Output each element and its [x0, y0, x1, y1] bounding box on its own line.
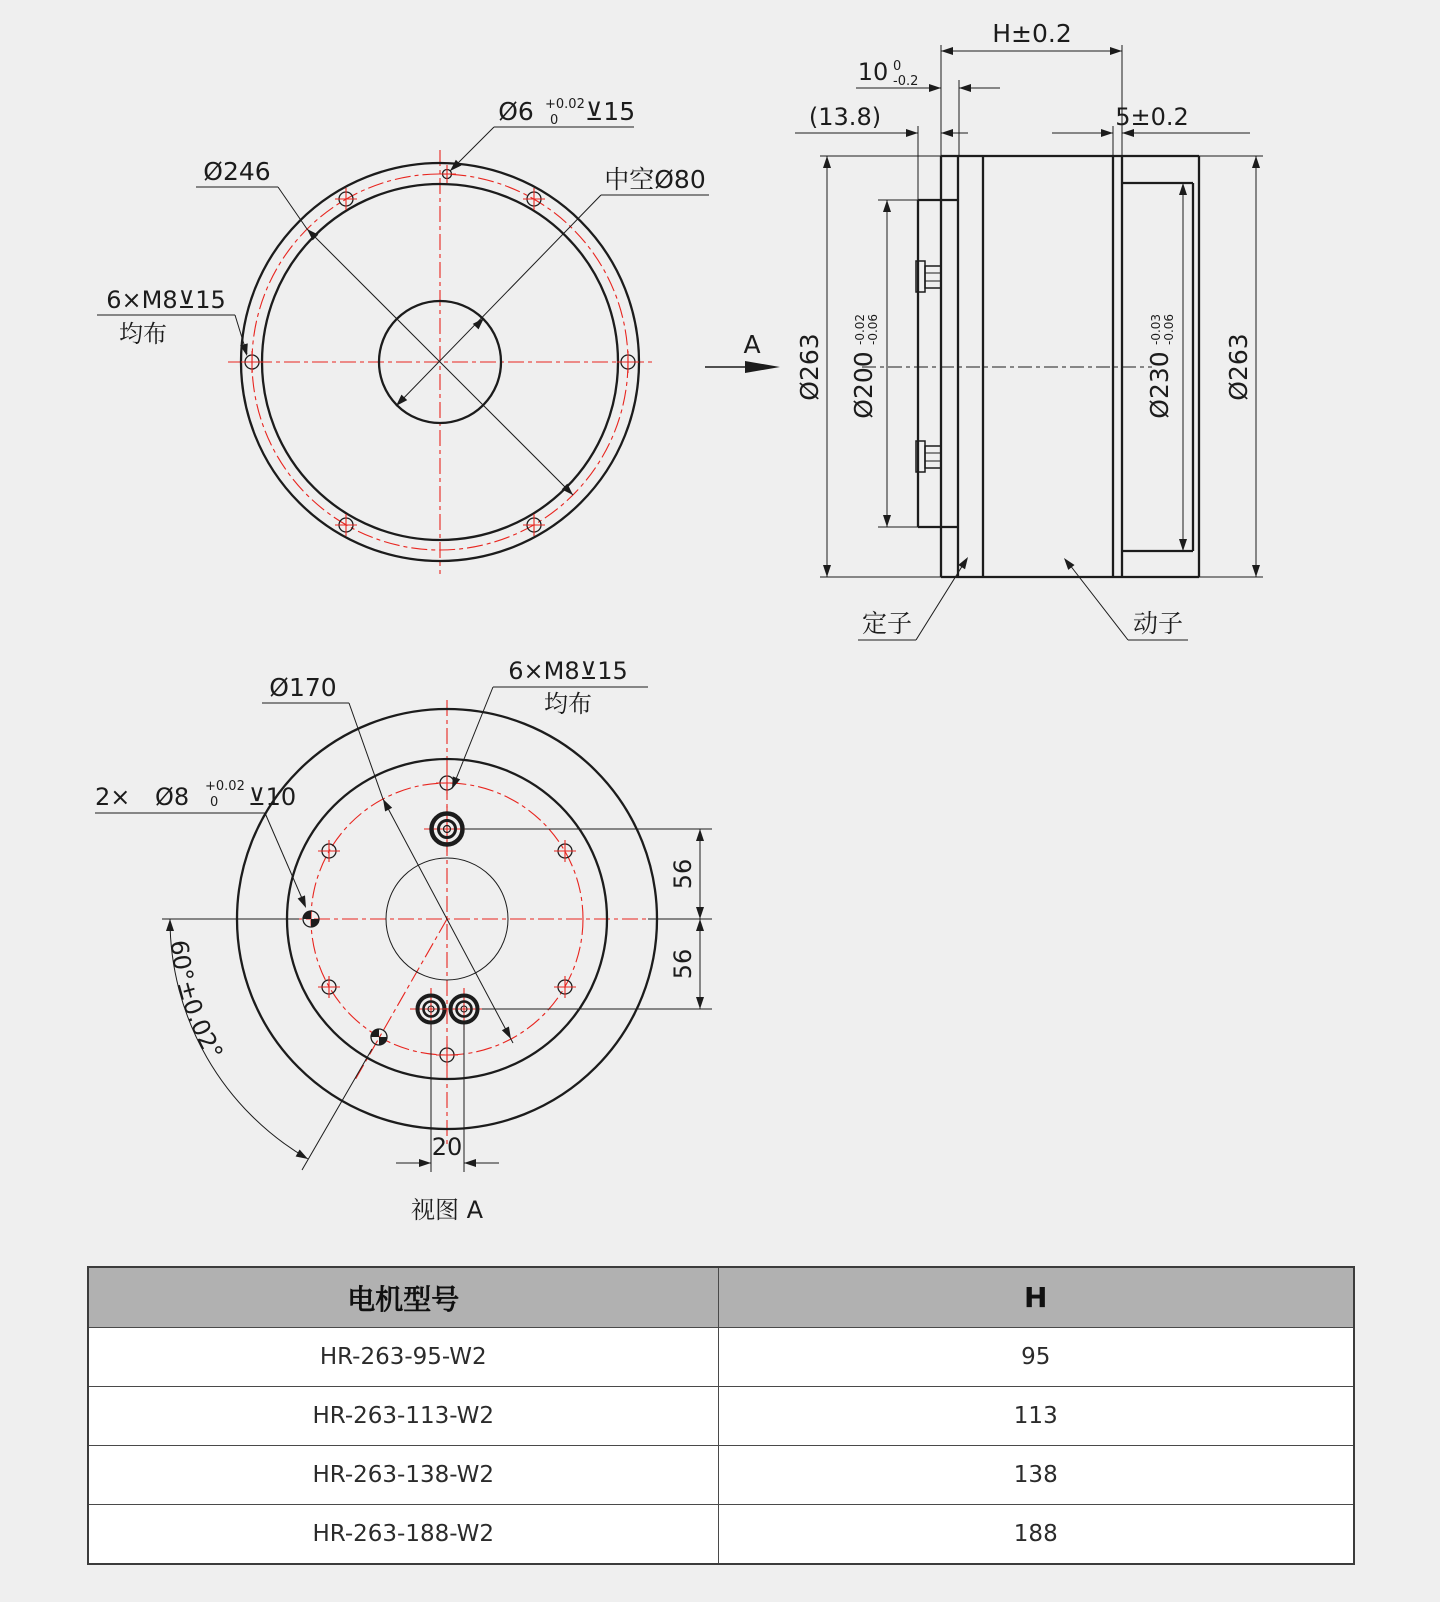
- front-pin-hole-dimension: [447, 97, 635, 174]
- front-bolt-label-line1: 6×M8⊻15: [106, 286, 226, 314]
- viewa-bolt-label-line1: 6×M8⊻15: [508, 657, 628, 685]
- cable-gland-top: [916, 261, 941, 292]
- model-cell: HR-263-138-W2: [88, 1446, 718, 1505]
- stator-callout: [858, 555, 971, 640]
- viewa-bolt-callout: [448, 657, 648, 790]
- dim56-top-label: 56: [669, 858, 697, 890]
- h-cell: 188: [718, 1505, 1354, 1565]
- header-h: H: [718, 1267, 1354, 1328]
- table-row: [88, 1446, 1354, 1505]
- dim-gap-label: 5±0.2: [1115, 103, 1189, 131]
- dia246-label: Ø246: [203, 157, 271, 186]
- pin-dia-label: Ø6: [498, 97, 534, 126]
- side-view: [705, 19, 1263, 640]
- pin-tol-bottom: 0: [550, 113, 559, 128]
- dim-od-left: [795, 156, 831, 577]
- dim-plate-tol-top: 0: [893, 59, 902, 74]
- h-cell: 113: [718, 1387, 1354, 1446]
- model-cell: HR-263-188-W2: [88, 1505, 718, 1565]
- dim-gland-label: (13.8): [808, 103, 882, 131]
- dim-rotor-label: Ø230: [1145, 351, 1174, 419]
- h-cell: 95: [718, 1328, 1354, 1387]
- viewa-connector-top: [424, 806, 470, 852]
- side-extension-lines: [820, 45, 1263, 577]
- viewa-pin-depth: ⊻10: [248, 783, 297, 811]
- dim-od-left-label: Ø263: [795, 333, 824, 401]
- viewa-pin-callout: [95, 779, 310, 910]
- table-row: [88, 1387, 1354, 1446]
- dim-rotor-tol-bottom: -0.06: [1162, 313, 1176, 345]
- dim-rotor-tol-top: -0.03: [1149, 313, 1163, 345]
- view-direction-arrow: [705, 330, 780, 373]
- dim-plate-tol-bottom: -0.2: [893, 74, 919, 89]
- dim-height: [941, 19, 1122, 55]
- viewa-pin-hole-left: [303, 911, 319, 927]
- dim-rotor-dia: [1145, 183, 1187, 551]
- angle-label: 60°±0.02°: [164, 938, 229, 1065]
- rotor-callout: [1061, 556, 1188, 640]
- viewa-pin-prefix: 2×: [95, 783, 131, 811]
- viewa-angle-dimension: [162, 919, 372, 1170]
- stator-label: 定子: [861, 609, 913, 638]
- table-row: [88, 1505, 1354, 1565]
- dim-od-right-label: Ø263: [1224, 333, 1253, 401]
- dim20-label: 20: [431, 1133, 463, 1161]
- dim-gland-protrusion: [795, 103, 968, 137]
- front-dia246-dimension: [196, 157, 576, 498]
- motor-spec-table: [87, 1266, 1355, 1565]
- rotor-label: 动子: [1132, 609, 1184, 638]
- viewa-caption: 视图 A: [410, 1196, 484, 1224]
- dim-od-right: [1224, 156, 1260, 577]
- table-row: [88, 1328, 1354, 1387]
- dia170-label: Ø170: [269, 673, 337, 702]
- model-cell: HR-263-113-W2: [88, 1387, 718, 1446]
- pin-tol-top: +0.02: [545, 97, 585, 112]
- h-cell: 138: [718, 1446, 1354, 1505]
- viewa-angle-reference-line: [355, 919, 447, 1080]
- pin-depth-label: ⊻15: [585, 97, 636, 126]
- svg-text:60°±0.02°: [165, 939, 229, 1065]
- front-bolt-callout: [97, 286, 251, 357]
- viewa-bolt-label-line2: 均布: [544, 690, 592, 718]
- viewa-connector-bottom-right: [443, 988, 485, 1030]
- viewa-pin-main: Ø8: [155, 783, 190, 811]
- viewa-pin-hole-lower: [371, 1029, 387, 1045]
- model-cell: HR-263-95-W2: [88, 1328, 718, 1387]
- view-arrow-label: A: [743, 330, 761, 359]
- viewa-pin-tol-bottom: 0: [210, 795, 219, 810]
- dim-stator-dia: [849, 200, 891, 527]
- dim56-bottom-label: 56: [669, 948, 697, 980]
- table-header-row: [88, 1267, 1354, 1328]
- dim-stator-tol-bottom: -0.06: [866, 313, 880, 345]
- dim-plate-thickness: [856, 58, 1000, 92]
- dim-gap: [1052, 103, 1250, 137]
- dim-stator-tol-top: -0.02: [853, 313, 867, 345]
- header-motor-model: 电机型号: [88, 1267, 718, 1328]
- cable-gland-bottom: [916, 441, 941, 472]
- dim-stator-label: Ø200: [849, 351, 878, 419]
- viewa-pin-tol-top: +0.02: [205, 779, 245, 794]
- hollow-bore-label: 中空Ø80: [604, 165, 706, 194]
- front-view: [97, 97, 709, 574]
- front-bolt-label-line2: 均布: [119, 320, 167, 348]
- dim-plate-label: 10: [857, 58, 889, 86]
- view-a: [95, 657, 712, 1224]
- dim-height-label: H±0.2: [992, 19, 1072, 48]
